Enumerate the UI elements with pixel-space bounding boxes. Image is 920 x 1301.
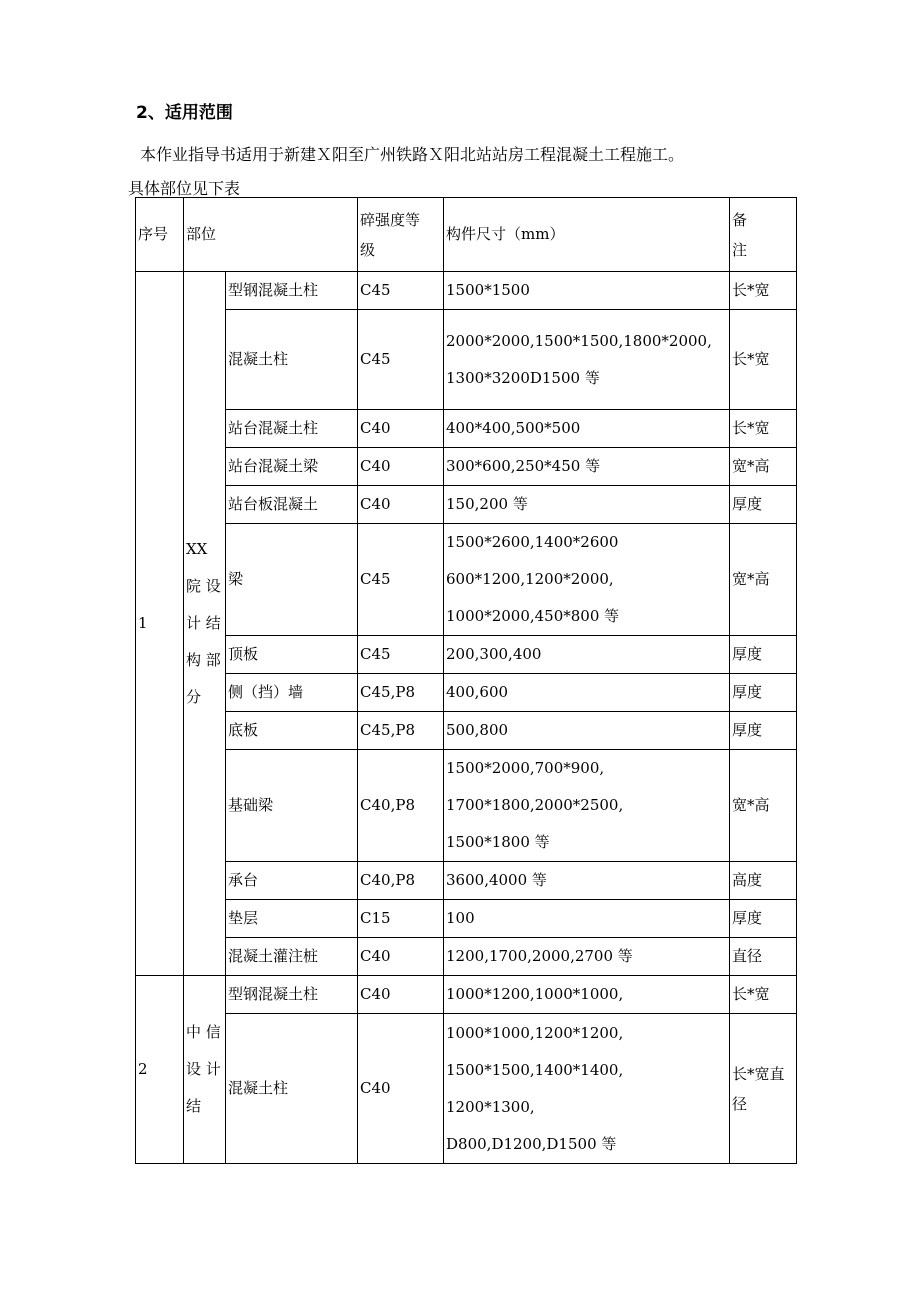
header-part: 部位: [184, 198, 358, 272]
size-cell: [444, 310, 730, 410]
size-line: 500,800: [446, 721, 509, 739]
header-seq: 序号: [136, 198, 184, 272]
note-cell: 厚度: [730, 712, 797, 750]
table-row: [136, 862, 797, 900]
intro-paragraph: 本作业指导书适用于新建Ｘ阳至广州铁路Ｘ阳北站站房工程混凝土工程施工。: [140, 145, 685, 164]
part-cell: 站台混凝土梁: [226, 448, 358, 486]
group-name-line: 计 结: [186, 614, 221, 632]
part-cell: 混凝土柱: [226, 310, 358, 410]
table-row: [136, 310, 797, 410]
size-cell: [444, 410, 730, 448]
note-cell: 厚度: [730, 486, 797, 524]
table-row: [136, 976, 797, 1014]
note-cell: [730, 1014, 797, 1164]
table-row: [136, 486, 797, 524]
header-grade-line2: 级: [360, 240, 376, 259]
size-cell: [444, 862, 730, 900]
size-line: 1000*1200,1000*1000,: [446, 985, 624, 1003]
part-cell: 垫层: [226, 900, 358, 938]
part-cell: 顶板: [226, 636, 358, 674]
note-cell: 厚度: [730, 900, 797, 938]
grade-cell: C45,P8: [358, 712, 444, 750]
table-caption: 具体部位见下表: [128, 179, 241, 198]
table-row: [136, 1014, 797, 1164]
part-cell: 承台: [226, 862, 358, 900]
section-heading: 2、适用范围: [136, 103, 233, 123]
header-note-line2: 注: [732, 240, 748, 259]
seq-cell: 1: [136, 272, 184, 976]
part-cell: 侧（挡）墙: [226, 674, 358, 712]
size-cell: [444, 712, 730, 750]
group-name-cell: [184, 272, 226, 976]
size-line: 1000*2000,450*800 等: [446, 607, 620, 625]
size-line: 300*600,250*450 等: [446, 457, 601, 475]
note-cell: 厚度: [730, 674, 797, 712]
size-line: 1500*1500: [446, 281, 530, 299]
grade-cell: C40: [358, 976, 444, 1014]
group-name-line: 分: [186, 688, 202, 706]
size-cell: [444, 674, 730, 712]
part-cell: 梁: [226, 524, 358, 636]
table-row: [136, 272, 797, 310]
grade-cell: C40,P8: [358, 862, 444, 900]
group-name-line: 结: [186, 1097, 202, 1115]
size-cell: [444, 750, 730, 862]
size-line: D800,D1200,D1500 等: [446, 1134, 617, 1153]
header-size: 构件尺寸（mm）: [444, 198, 730, 272]
note-cell: 宽*高: [730, 524, 797, 636]
table-header-row: [136, 198, 797, 272]
grade-cell: C45: [358, 524, 444, 636]
table-row: [136, 674, 797, 712]
seq-cell: 2: [136, 976, 184, 1164]
size-line: 1500*2600,1400*2600: [446, 533, 619, 551]
note-cell: 高度: [730, 862, 797, 900]
size-line: 1200*1300,: [446, 1097, 535, 1116]
table-row: [136, 938, 797, 976]
size-line: 400,600: [446, 683, 509, 701]
grade-cell: C40,P8: [358, 750, 444, 862]
size-cell: [444, 1014, 730, 1164]
note-line: 径: [732, 1094, 748, 1113]
part-cell: 底板: [226, 712, 358, 750]
group-name-line: 构 部: [186, 651, 221, 669]
note-cell: 长*宽: [730, 310, 797, 410]
grade-cell: C45: [358, 310, 444, 410]
table-row: [136, 712, 797, 750]
part-cell: 型钢混凝土柱: [226, 976, 358, 1014]
table-row: [136, 524, 797, 636]
size-line: 400*400,500*500: [446, 419, 581, 437]
grade-cell: C40: [358, 1014, 444, 1164]
size-line: 1300*3200D1500 等: [446, 368, 600, 387]
part-cell: 站台混凝土柱: [226, 410, 358, 448]
size-cell: [444, 272, 730, 310]
part-cell: 站台板混凝土: [226, 486, 358, 524]
note-cell: 长*宽: [730, 410, 797, 448]
note-cell: 直径: [730, 938, 797, 976]
size-line: 1500*2000,700*900,: [446, 759, 605, 777]
grade-cell: C45: [358, 272, 444, 310]
size-cell: [444, 636, 730, 674]
grade-cell: C45,P8: [358, 674, 444, 712]
group1-body: [136, 272, 797, 976]
size-cell: [444, 938, 730, 976]
size-cell: [444, 524, 730, 636]
grade-cell: C40: [358, 486, 444, 524]
part-cell: 基础梁: [226, 750, 358, 862]
header-note-line1: 备: [732, 210, 748, 229]
part-cell: 混凝土柱: [226, 1014, 358, 1164]
part-cell: 混凝土灌注桩: [226, 938, 358, 976]
note-line: 长*宽直: [732, 1064, 785, 1083]
size-line: 1700*1800,2000*2500,: [446, 796, 624, 814]
note-cell: 宽*高: [730, 750, 797, 862]
group-name-line: XX: [186, 540, 208, 558]
size-line: 600*1200,1200*2000,: [446, 570, 614, 588]
size-line: 3600,4000 等: [446, 871, 547, 889]
grade-cell: C40: [358, 448, 444, 486]
group-name-line: 中 信: [186, 1023, 221, 1041]
header-note: [730, 198, 797, 272]
part-cell: 型钢混凝土柱: [226, 272, 358, 310]
group2-body: [136, 976, 797, 1164]
grade-cell: C40: [358, 938, 444, 976]
group-name-line: 设 计: [186, 1060, 221, 1078]
size-line: 1500*1800 等: [446, 833, 550, 851]
table-row: [136, 636, 797, 674]
note-cell: 长*宽: [730, 976, 797, 1014]
header-grade: [358, 198, 444, 272]
grade-cell: C15: [358, 900, 444, 938]
size-line: 1000*1000,1200*1200,: [446, 1023, 624, 1042]
size-line: 100: [446, 909, 475, 927]
table-row: [136, 750, 797, 862]
note-cell: 长*宽: [730, 272, 797, 310]
grade-cell: C45: [358, 636, 444, 674]
size-cell: [444, 448, 730, 486]
size-line: 2000*2000,1500*1500,1800*2000,: [446, 331, 712, 350]
table-row: [136, 448, 797, 486]
size-cell: [444, 900, 730, 938]
group-name-cell: [184, 976, 226, 1164]
grade-cell: C40: [358, 410, 444, 448]
note-cell: 宽*高: [730, 448, 797, 486]
table-row: [136, 410, 797, 448]
group-name-line: 院 设: [186, 577, 221, 595]
note-cell: 厚度: [730, 636, 797, 674]
size-line: 1500*1500,1400*1400,: [446, 1060, 624, 1079]
size-line: 1200,1700,2000,2700 等: [446, 947, 633, 965]
size-cell: [444, 976, 730, 1014]
header-grade-line1: 碎强度等: [360, 210, 421, 229]
size-line: 200,300,400: [446, 645, 542, 663]
size-cell: [444, 486, 730, 524]
size-line: 150,200 等: [446, 495, 528, 513]
table-row: [136, 900, 797, 938]
spec-table: [135, 197, 797, 1164]
